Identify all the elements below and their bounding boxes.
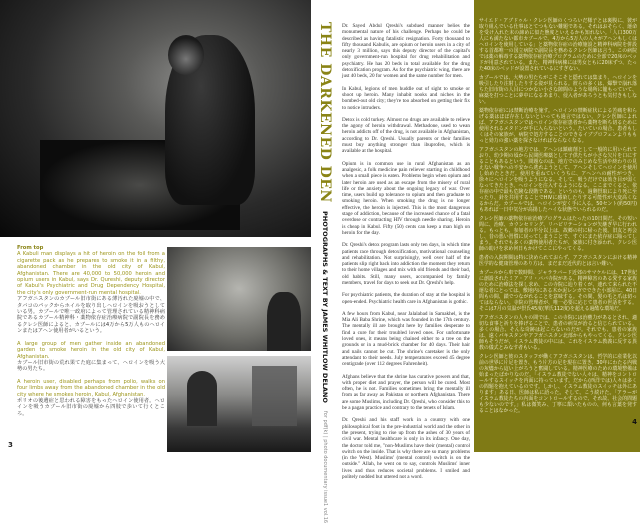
- jp-paragraph: クレシ医師と彼のスタッフが働くアフガニスタンは、哲学的に産業化以前の世界に片足を置き、もう片方の足を現在に置き、30年にわたる内戦の灰燼から這い上がろうと奮闘している。精神医療のための環境整備は始まったばかりなのだ。「イスラム教徒でない人々は、精神をコントロールするスイッチを内面に持っています。だから(西洋では)人々は多くの問題を抱えているのです。しかし、イスラム教徒のスイッチは外にあります」ある日、医師は私に語った。そして、こう続けた。「アラーがイスラム教徒たちの内面をコントロールするので、それ故、社会的問題も少ないのです。」私は微笑み、丁寧に頷いたものの、何も言葉を発することはなかった。: [479, 354, 637, 414]
- jp-paragraph: アフガニスタンの人々の間では、この寺院には治癒力があるとされ、適切な食事と祈りを捧げることで、患者の病気が治ると信じられている。多くの場合、そんな奇跡は起こらないのだが。それでも、患者の家族は、遠くパキスタンやアフガニスタン北部からもやってくる。クレシ医師もそうだが、イスラム教徒の中には、これをイスラム教義に反する異教の儀式とみなす者もいる。: [479, 315, 637, 351]
- jp-paragraph: 薬物依存症には禁断治療を施す。ヘロインの禁断症状による苦痛を和らげる薬はほぼ存在しないといっても過言ではない。クレシ医師によれば、アフガニスタンではヘロイン依存症患者から薬物を断ち切るために使用されるメタドンが手に入らないという。たいていの場合、患者もしくはその家族が、病院で処方することのできるイブプロフェンよりももっと効力の強い薬を探さなければならなくなる。: [479, 108, 637, 144]
- caption-en: A Kabuli man displays a hit of heroin on the foil from a cigarette pack as he prepares to smoke it in a filthy, abandoned chamber in the old city of Kabul, Afghanistan. There are 40,000 to 50,000 heroin and opium users in Kabul, says Dr. Qureshi, deputy director of Kabul's Psychiatric and Drug Dependency Hospital, the city's only government-run mental hospital.: [17, 251, 165, 296]
- paragraph: For psychiatric patients, the duration of stay at the hospital is open-ended. Psychiatric health care in Afghanistan is gothic.: [342, 292, 470, 305]
- byline: PHOTOGRAPHS & TEXT BY JAMES WHITLOW DELANO: [321, 210, 329, 403]
- publication-source: for pdf(k) | photo documentary issue1 vol.16: [322, 410, 328, 523]
- paragraph: A few hours from Kabul, near Jalalabad in Samakhel, is the Mia Ali Baba Shrine, which was founded in the 17th century. The mentally ill are brought here by families desperate to find a cure for their troubled loved ones. For unfortunate loved ones, it means being chained either to a tree on the grounds or in a mud-brick chamber for 40 days. Their hair and nails cannot be cut. The shrine's caretaker is the only attendant to their needs. July temperatures exceed 45 degree centigrade (over 112 degrees Fahrenheit).: [342, 310, 470, 368]
- paragraph: Opium is in common use in rural Afghanistan as an analgesic, a folk medicine pain reliever starting in childhood when a small piece is eaten. Problems begin when opium and later heroin are used as an escape from the misery of rural life or the anxiety about the ongoing legacy of war. Over time, users build up tolerance to opium and then graduate to smoking heroin. When smoking the drug is no longer effective, the heroin is injected. This is the most dangerous stage of addiction, because of the increased chance of a fatal overdose or contracting HIV through needle sharing. Heroin is cheap in Kabul. Fifty (50) cents can keep a man high on heroin for the day.: [342, 160, 470, 236]
- caption-heading: From top: [17, 245, 44, 251]
- jp-paragraph: サイエド・アブドゥル・クレシ医師のくつろいだ様子とは裏腹に、彼が取り組んでいる仕事はとてつもない難題である。それはおそらく、運命を受け入れた末の諦めに似た態度といえるかも知れない。「人口300万人にも満たない都市カブールで、4万から5万人の人々がアヘンもしくはヘロインを使用している」と薬物依存症の治療施設と精神科病院を併設する首都唯一の国立病院で副院長を務めるクレシ医師は言う。この病院では薬の解毒する薬物依存症治療プログラムのために全部で20床のベッドが用意されている。また、精神科病棟には男女ともに20床ずつ、たった40床のベッドが設置されているにすぎない。: [479, 18, 637, 72]
- article-title: THE DARKENED DEN: [317, 22, 333, 203]
- paragraph: In Kabul, legions of men huddle out of sight to smoke or shoot up heroin. Many inhabit nooks and niches in the bombed-out old city; they're too absorbed on getting their fix to notice intruders.: [342, 85, 470, 111]
- caption-ja: カブール旧市街の荒れ果てた庭に集まって、ヘロインを吸う大勢の男たち。: [17, 359, 165, 373]
- paragraph: Dr. Qreshi's detox program lasts only ten days, in which time patients race through detoxification, motivational counseling and rehabilitation. Not surprisingly, well over half of the patients slip right back into addiction the moment they return to their home villages and mix with old friends and their bad, old habits. Still, many users, accompanied by family members, travel for days to seek out Dr. Qreshi's help.: [342, 242, 470, 286]
- jp-paragraph: アフガニスタンの地方では、アヘンは鎮痛剤として一般的に用いられており、幼少期の頃から民間医療薬として子供たちが小さな欠片を口にすることもあるという。問題なのは、地方でのみじめな生活や終わりの見えない戦争への不安から逃れようとして、アヘンそしてヘロインを使用し始めたときだ。使用を重ねていくうちに、アヘンへの耐性がつき、徐々にヘロインを吸うようになる。そして、吸うだけでは効き目が弱くなってきたとき、ヘロインを注入するようになる。ここまでくると、依存症の中で最も危険な段階である。というのも、過剰摂取により死に至ったり、針を共用することでHIVに感染したりする可能性が大変高くなるからだ。カブールでは、ヘロインが安く手に入る。50セント(約50円)もあれば一日中気分が高揚したハイな状態でいられるのだ。: [479, 147, 637, 213]
- jp-paragraph: クレシ医師の薬物依存症治療プログラムはたったの10日間だ。その短い間に、治療、カウンセリング、リハビリテーションが矢継ぎ早に行われる。もっとも、参加者の半分以上は、故郷の村に帰った後、旧友と再会し、昔の悪い習慣に戻ってしまうことで、すぐにまた依存症に陥ってしまう。それでも多くの薬物使用者たちが、家族に付き添われ、クレシ医師の助けを求め何日もかけてここにやってくる。: [479, 216, 637, 252]
- jp-paragraph: 患者の入院期間は特に決められておらず、アフガニスタンにおける精神医学的な健康管理のあり方は、まだまだ近代的とは言い難い。: [479, 255, 637, 267]
- article-body: [342, 23, 470, 486]
- caption-ja: アフガニスタンのカブール旧市街にある薄汚れた廃墟の中で、タバコのパックからホイルを取り出しヘロインを吸おうとしている男。カブールで唯一政府によって管理されている精神科病院であるカブール精神科・薬物依存症治療病院で副院長を務めるクレシ医師によると、カブールには4万から5万人ものヘロインまたはアヘン使用者がいるという。: [17, 296, 165, 335]
- photo-men-in-abandoned-garden: [167, 247, 311, 351]
- page-number-right: 4: [632, 418, 637, 426]
- paragraph: Dr. Qreshi and his staff work in a country with one philosophical foot in the pre-industrial world and the other in the present, trying to rise up from the ashes of 30 years of civil war. Mental healthcare is only in its infancy. One day, the doctor told me, "non-Muslims have their (mental) control switch on the inside. That is why there are so many problems (in the West). Muslims' (mental control) switch is on the outside." Allah, he went on to say, controls Muslims' inner lives and thus reduces societal problems. I smiled and politely nodded but uttered not a word.: [342, 417, 470, 480]
- photo-captions: [17, 245, 165, 423]
- jp-paragraph: カブールでは、大勢の男たちがこそこそと隠れては集まり、ヘロインを吸引したり注射したりする姿が見られる。彼らの多くは、爆撃で崩れ落ちた旧市街の人目につかない小さな隙間のような場所に籠もっていて、麻薬を打つことに夢中になるあまり、侵入者があろうとも気付きもしない。: [479, 75, 637, 105]
- caption-en: A heroin user, disabled perhaps from polio, walks on four limbs away from the abandoned chamber in the old city where he smokes heroin, Kabul, Afghanistan.: [17, 378, 165, 398]
- caption-en: A large group of men gather inside an abandoned garden to smoke heroin in the old city of Kabul, Afghanistan.: [17, 340, 165, 360]
- caption-ja: ポリオの後遺症と思われる障害をもったヘロイン使用者。ヘロインを吸うカブール旧市街の廃墟から四肢で歩いて行くところ。: [17, 397, 165, 417]
- jp-paragraph: カブールから車で数時間、ジャララバード近郊のサマケルには、17世紀に創設されたミア・アリ・ババ寺院がある。精神障害のある愛する家族のために治療法を探し求め、この寺院に辿り着くが、連れて来られた不運な者にとっては、敷地内にある木か泥レンガでできた小部屋に、40日間もの間、鎖でつながれることを意味する。その間、髪の毛と爪は切ってはならない。寺院の管理者が、唯一必要に応じて患者の世話をする。そこは7月の気温が摂氏45度(華氏112度)を超える過酷な環境だ。: [479, 270, 637, 312]
- paragraph: Detox is cold turkey. Almost no drugs are available to relieve the agony of heroin withdrawal. Methadone, used to wean heroin addicts off of the drug, is not available in Afghanistan, according to Dr. Qreshi. Usually parents or their families must buy anything stronger than ibuprofen, which is available at the hospital.: [342, 116, 470, 155]
- japanese-translation-panel: [474, 0, 640, 452]
- photo-ruined-old-city: [167, 356, 311, 452]
- page-number-left: 3: [8, 441, 13, 449]
- paragraph: Afghans believe that the shrine has curative powers and that, with proper diet and prayer, the person will be cured. Most often, he is not. Families sometimes bring the mentally ill from as far away as Pakistan or northern Afghanistan. There are some Muslims, including Dr. Qreshi, who consider this to be a pagan practice and contrary to the tenets of Islam.: [342, 373, 470, 412]
- article-title-block: [316, 22, 335, 523]
- photo-man-with-heroin-foil: [0, 0, 311, 237]
- paragraph: Dr. Sayed Abdul Qreshi's subdued manner belies the monumental nature of his challenge. Perhaps he could be described as having fatalistic resignation. Forty thousand to fifty thousand Kabulis, are opium or heroin users in a city of nearly 3 million, says this deputy director of the capital's only government-run hospital for drug rehabilitation and psychiatry. He has 20 beds in total available for the drug detoxification program. As for the psychiatric wing, there are just 40 beds, 20 for women and the same number for men.: [342, 23, 470, 80]
